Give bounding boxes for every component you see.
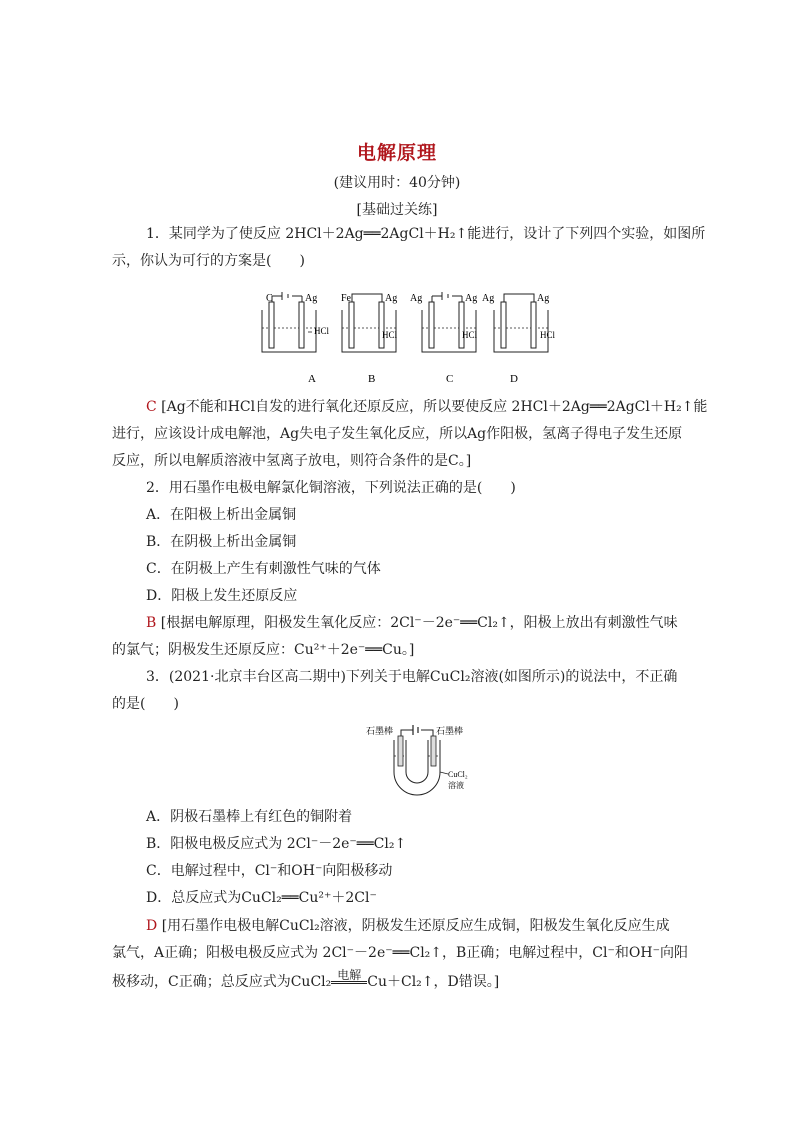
q1-explanation-line-3: 反应，所以电解质溶液中氢离子放电，则符合条件的是C。]: [112, 453, 472, 469]
q1-cell-d: [482, 293, 556, 385]
section-heading: [基础过关练]: [356, 202, 438, 218]
q1-explanation-line-2: 进行，应该设计成电解池，Ag失电子发生氧化反应，所以Ag作阳极，氢离子得电子发生还原: [112, 426, 683, 442]
q3-explanation-text-3a: 极移动，C正确；总反应式为CuCl₂: [112, 974, 332, 990]
q1-cell-a-electrolyte: HCl: [314, 326, 330, 336]
q3-explanation-text-1: [用石墨作电极电解CuCl₂溶液，阴极发生还原反应生成铜，阳极发生氧化反应生成: [161, 918, 670, 934]
q1-cell-a-label: A: [308, 373, 316, 385]
q1-cell-a: [262, 292, 330, 385]
q3-answer: D: [146, 918, 158, 934]
q3-left-electrode-label: 石墨棒: [366, 726, 394, 736]
q2-option-a: A．在阳极上析出金属铜: [146, 507, 297, 523]
q3-figure: [356, 722, 476, 802]
q1-cell-b: [341, 293, 398, 385]
q1-answer: C: [146, 399, 157, 415]
q1-cell-a-left: C: [266, 293, 273, 304]
q1-cell-c-label: C: [446, 373, 454, 385]
page-title: 电解原理: [356, 142, 437, 164]
q1-stem-line-2: 示，你认为可行的方案是( ): [112, 253, 305, 269]
q1-cell-d-label: D: [510, 373, 518, 385]
q1-cell-c: [410, 292, 478, 385]
q1-explanation-line-1: [146, 397, 746, 417]
q1-cell-c-electrolyte: HCl: [462, 330, 478, 340]
q1-cell-c-left: Ag: [410, 293, 423, 304]
q3-stem-line-1: 3．(2021·北京丰台区高二期中)下列关于电解CuCl₂溶液(如图所示)的说法中，不正确: [146, 669, 678, 685]
q3-explanation-line-2: 氯气，A正确；阳极电极反应式为 2Cl⁻－2e⁻══Cl₂↑，B正确；电解过程中，Cl⁻和OH⁻向阳: [112, 945, 688, 961]
q3-option-b: B．阳极电极反应式为 2Cl⁻－2e⁻══Cl₂↑: [146, 836, 407, 852]
q3-explanation-line-3: [112, 968, 712, 992]
q2-option-c: C．在阴极上产生有刺激性气味的气体: [146, 561, 381, 577]
time-hint: (建议用时：40分钟): [333, 175, 461, 191]
q2-option-d: D．阳极上发生还原反应: [146, 588, 298, 604]
q2-explanation-text-1: [根据电解原理，阳极发生氧化反应：2Cl⁻－2e⁻══Cl₂↑，阳极上放出有刺激性气味: [160, 615, 678, 631]
q1-cell-d-electrolyte: HCl: [540, 330, 556, 340]
q1-cell-d-left: Ag: [482, 293, 495, 304]
q1-cell-b-right: Ag: [385, 293, 398, 304]
q2-explanation-line-1: [146, 613, 746, 633]
q1-cell-b-left: Fe: [341, 293, 351, 304]
q3-solution-label-2: 溶液: [448, 781, 464, 790]
q3-option-a: A．阴极石墨棒上有红色的铜附着: [146, 809, 353, 825]
q1-cell-d-right: Ag: [537, 293, 550, 304]
q2-answer: B: [146, 615, 157, 631]
q2-stem: 2．用石墨作电极电解氯化铜溶液，下列说法正确的是( ): [146, 480, 516, 496]
q3-explanation-text-3b: Cu＋Cl₂↑，D错误。]: [367, 974, 500, 990]
q3-reaction-condition: 电解: [331, 969, 367, 984]
q1-figure: [258, 288, 558, 388]
q1-stem-line-1: 1．某同学为了使反应 2HCl＋2Ag══2AgCl＋H₂↑能进行，设计了下列四个实验，如图所: [146, 226, 706, 242]
q1-explanation-text-1: [Ag不能和HCl自发的进行氧化还原反应，所以要使反应 2HCl＋2Ag══2AgCl＋H₂↑能: [161, 399, 708, 415]
q2-option-b: B．在阴极上析出金属铜: [146, 534, 297, 550]
q1-cell-a-right: Ag: [305, 293, 318, 304]
q3-right-electrode-label: 石墨棒: [436, 726, 464, 736]
q3-option-d: D．总反应式为CuCl₂══Cu²⁺＋2Cl⁻: [146, 890, 377, 906]
q2-explanation-line-2: 的氯气；阴极发生还原反应：Cu²⁺＋2e⁻══Cu。]: [112, 642, 415, 658]
q3-stem-line-2: 的是( ): [112, 696, 179, 712]
q1-cell-b-electrolyte: HCl: [382, 330, 398, 340]
q1-cell-c-right: Ag: [465, 293, 478, 304]
q3-option-c: C．电解过程中，Cl⁻和OH⁻向阳极移动: [146, 863, 393, 879]
q1-cell-b-label: B: [368, 373, 376, 385]
q3-solution-label-1: CuCl₂: [448, 770, 468, 779]
q3-explanation-line-1: [146, 916, 746, 936]
